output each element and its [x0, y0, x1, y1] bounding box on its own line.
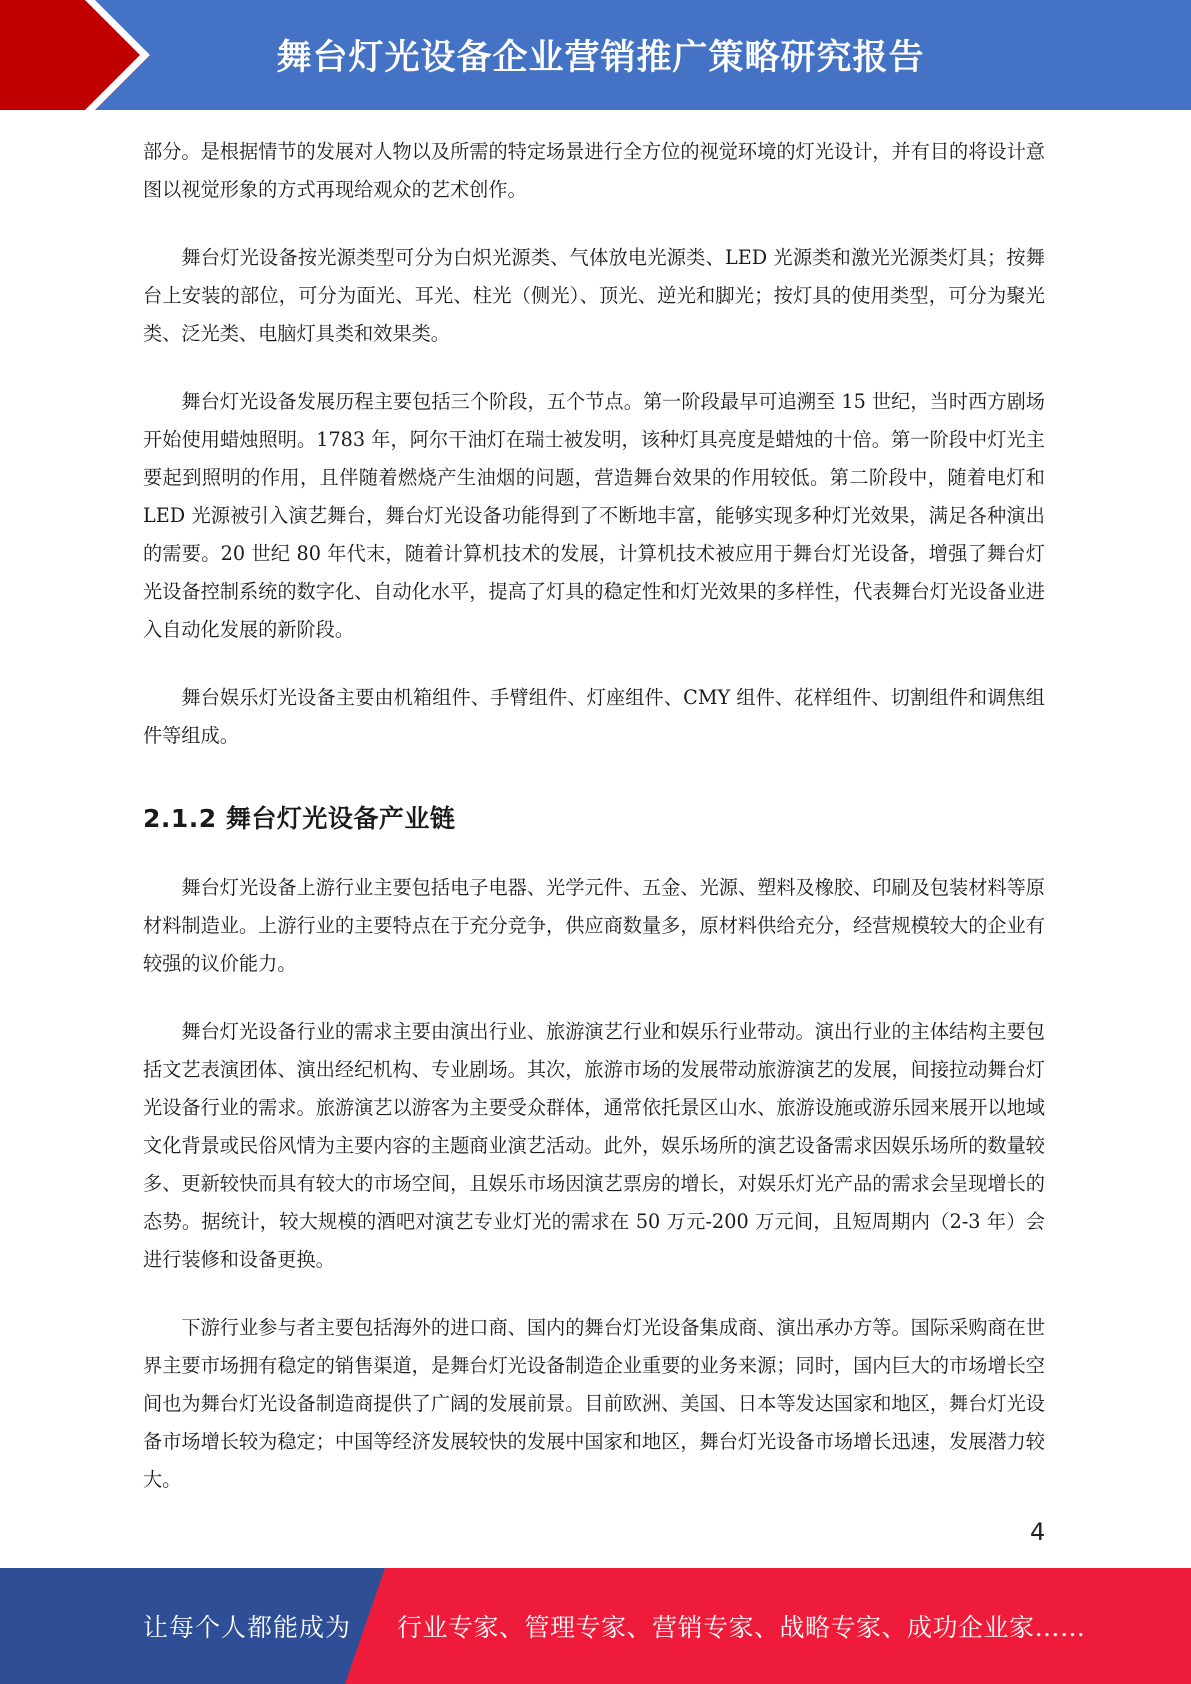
- body-paragraph: 舞台灯光设备按光源类型可分为白炽光源类、气体放电光源类、LED 光源类和激光光源类灯具；按舞台上安装的部位，可分为面光、耳光、柱光（侧光）、顶光、逆光和脚光；按灯具的使用类型，可分为聚光类、泛光类、电脑灯具类和效果类。: [143, 246, 1045, 345]
- body-paragraph: 舞台娱乐灯光设备主要由机箱组件、手臂组件、灯座组件、CMY 组件、花样组件、切割组件和调焦组件等组成。: [143, 686, 1045, 747]
- page-number: 4: [1030, 1518, 1046, 1546]
- section-heading: 2.1.2 舞台灯光设备产业链: [143, 804, 456, 833]
- body-paragraph: 舞台灯光设备发展历程主要包括三个阶段，五个节点。第一阶段最早可追溯至 15 世纪，当时西方剧场开始使用蜡烛照明。1783 年，阿尔干油灯在瑞士被发明，该种灯具亮度是蜡烛的十倍。第一阶段中灯光主要起到照明的作用，且伴随着燃烧产生油烟的问题，营造舞台效果的作用较低。第二阶段中，随着电灯和 LED 光源被引入演艺舞台，舞台灯光设备功能得到了不断地丰富，能够实现多种灯光效果，满足各种演出的需要。20 世纪 80 年代末，随着计算机技术的发展，计算机技术被应用于舞台灯光设备，增强了舞台灯光设备控制系统的数字化、自动化水平，提高了灯具的稳定性和灯光效果的多样性，代表舞台灯光设备业进入自动化发展的新阶段。: [143, 390, 1045, 641]
- footer-slogan-left: 让每个人都能成为: [143, 1613, 352, 1642]
- page-header: [0, 0, 1191, 110]
- body-paragraph: 舞台灯光设备行业的需求主要由演出行业、旅游演艺行业和娱乐行业带动。演出行业的主体结构主要包括文艺表演团体、演出经纪机构、专业剧场。其次，旅游市场的发展带动旅游演艺的发展，间接拉动舞台灯光设备行业的需求。旅游演艺以游客为主要受众群体，通常依托景区山水、旅游设施或游乐园来展开以地域文化背景或民俗风情为主要内容的主题商业演艺活动。此外，娱乐场所的演艺设备需求因娱乐场所的数量较多、更新较快而具有较大的市场空间，且娱乐市场因演艺票房的增长，对娱乐灯光产品的需求会呈现增长的态势。据统计，较大规模的酒吧对演艺专业灯光的需求在 50 万元-200 万元间，且短周期内（2-3 年）会进行装修和设备更换。: [143, 1020, 1045, 1271]
- page-footer: [0, 1568, 1191, 1684]
- body-paragraph: 下游行业参与者主要包括海外的进口商、国内的舞台灯光设备集成商、演出承办方等。国际采购商在世界主要市场拥有稳定的销售渠道，是舞台灯光设备制造企业重要的业务来源；同时，国内巨大的市场增长空间也为舞台灯光设备制造商提供了广阔的发展前景。目前欧洲、美国、日本等发达国家和地区，舞台灯光设备市场增长较为稳定；中国等经济发展较快的发展中国家和地区，舞台灯光设备市场增长迅速，发展潜力较大。: [143, 1316, 1045, 1491]
- footer-slogan-right: 行业专家、管理专家、营销专家、战略专家、成功企业家……: [397, 1613, 1086, 1642]
- body-paragraph: 部分。是根据情节的发展对人物以及所需的特定场景进行全方位的视觉环境的灯光设计，并有目的将设计意图以视觉形象的方式再现给观众的艺术创作。: [143, 140, 1045, 201]
- report-title: 舞台灯光设备企业营销推广策略研究报告: [276, 38, 925, 78]
- document-body: [143, 133, 1045, 1529]
- body-paragraph: 舞台灯光设备上游行业主要包括电子电器、光学元件、五金、光源、塑料及橡胶、印刷及包装材料等原材料制造业。上游行业的主要特点在于充分竞争，供应商数量多，原材料供给充分，经营规模较大的企业有较强的议价能力。: [143, 876, 1045, 975]
